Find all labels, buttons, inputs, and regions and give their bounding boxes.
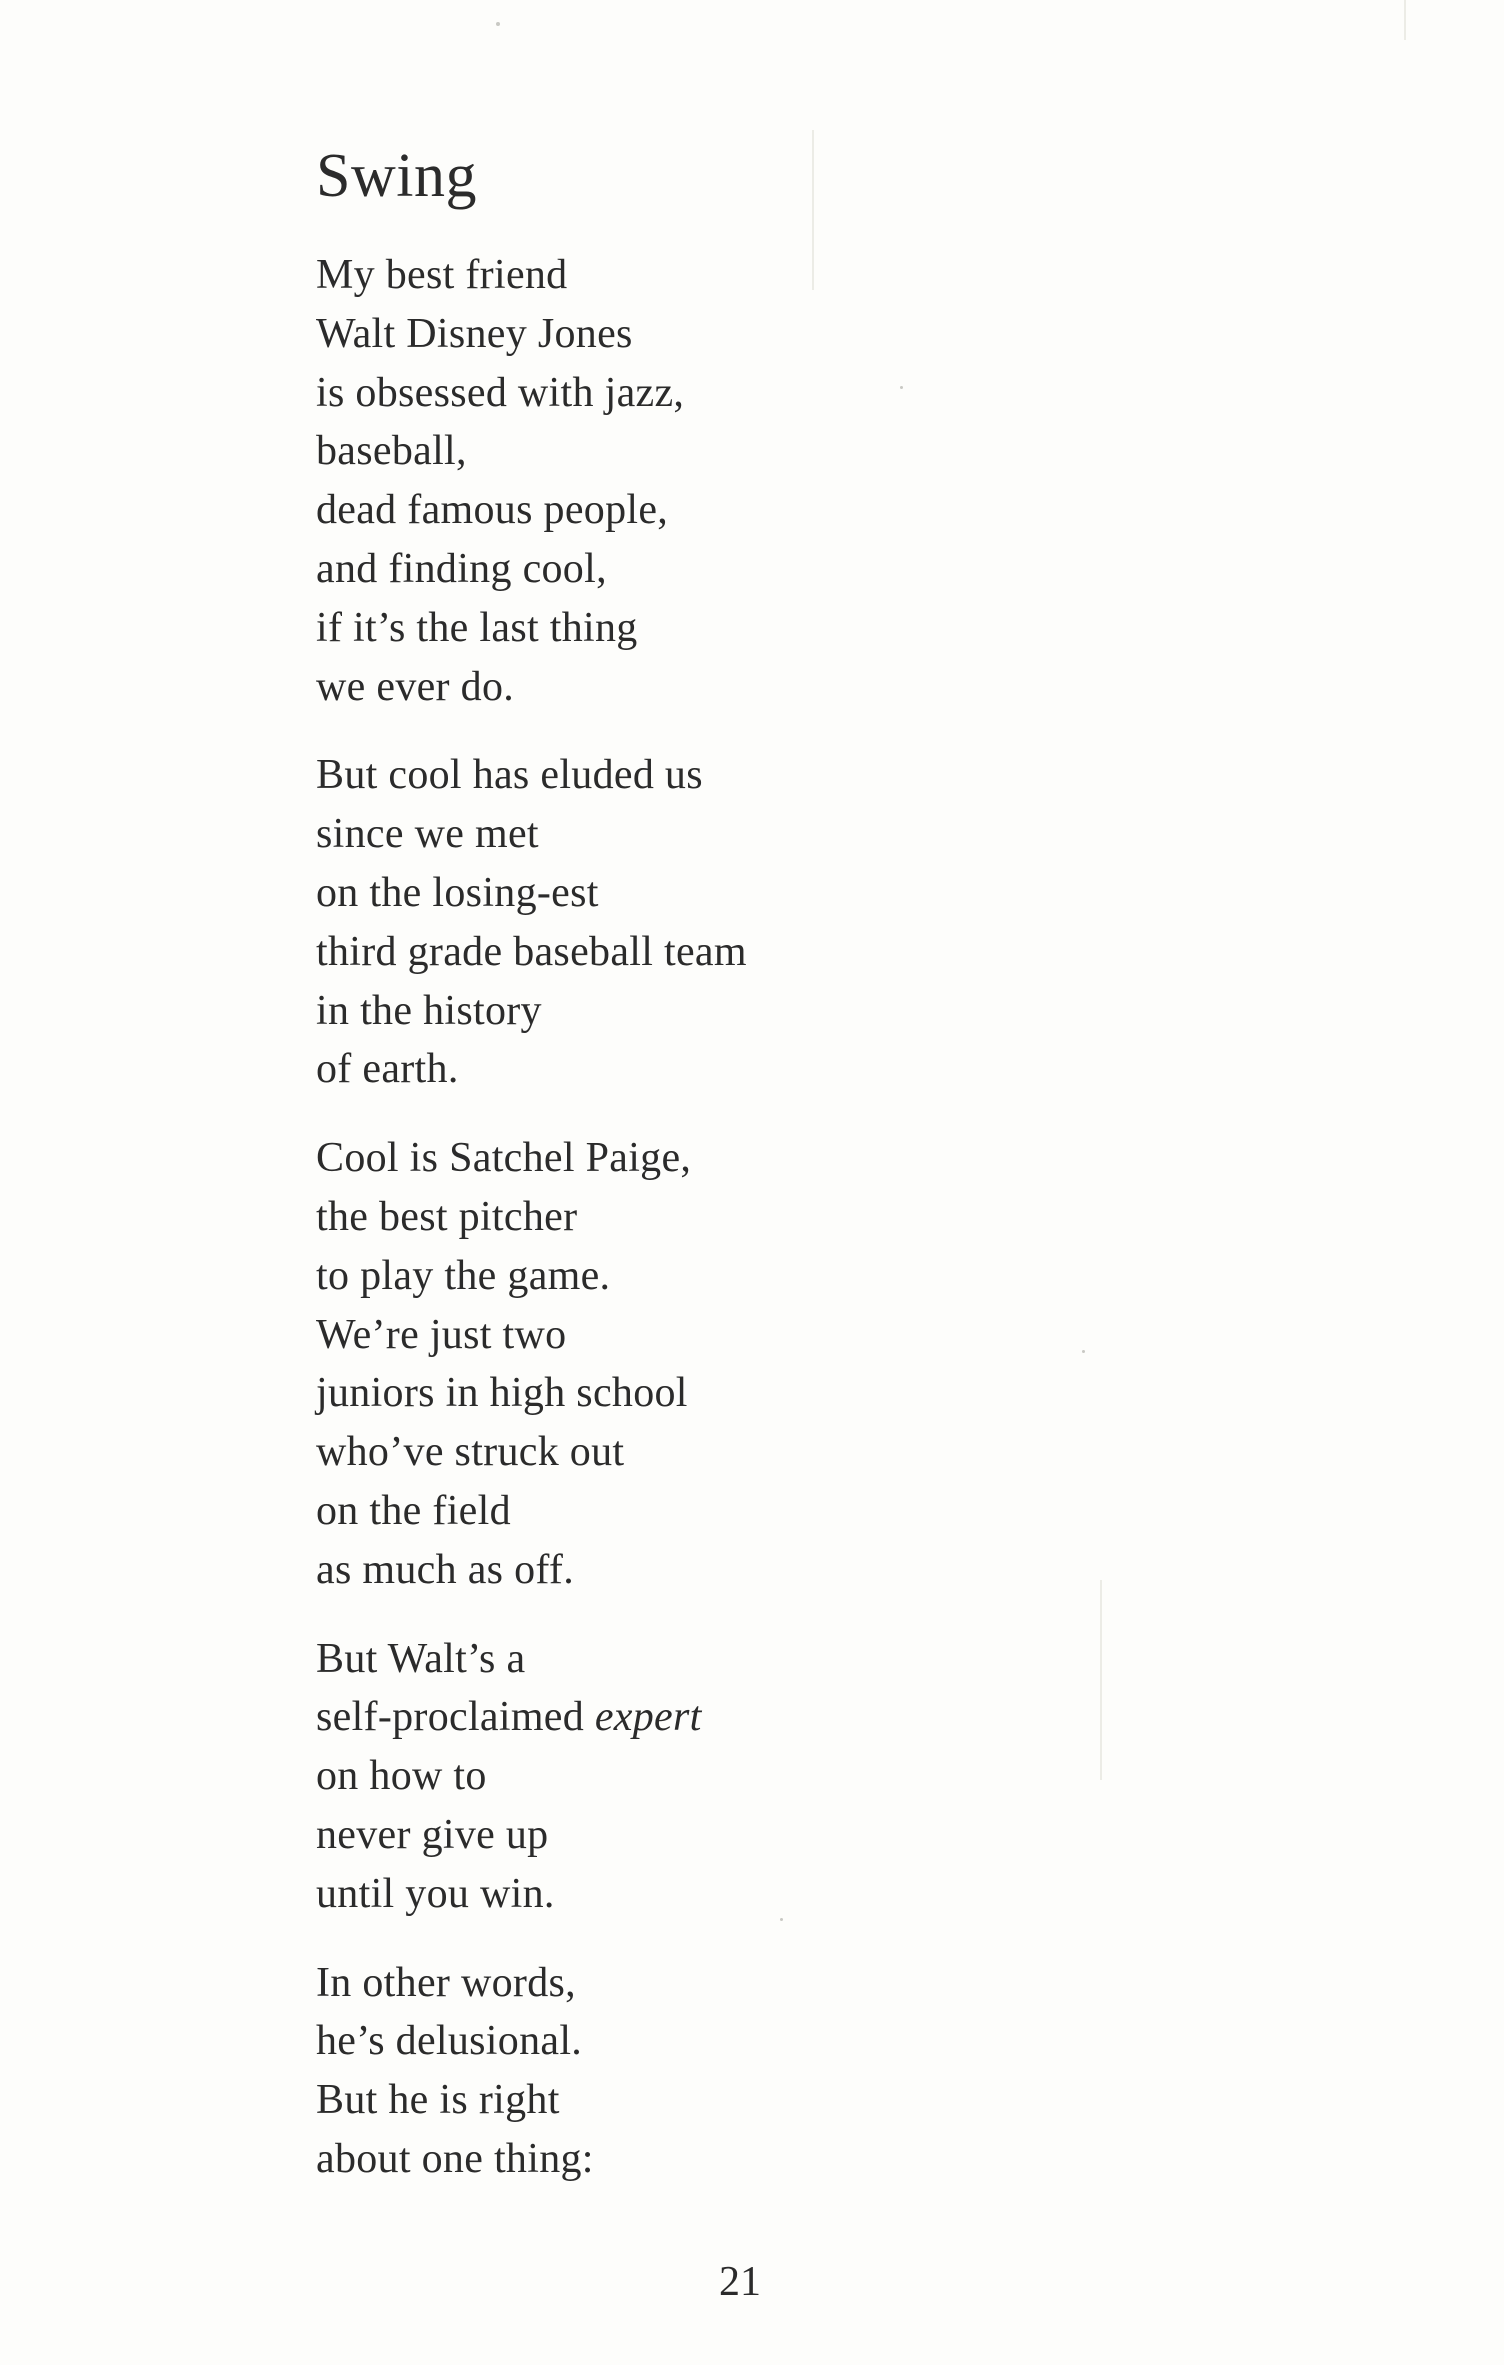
poem-line: Cool is Satchel Paige, <box>316 1135 692 1182</box>
emphasized-word: expert <box>594 1694 702 1741</box>
scan-speck <box>496 22 500 26</box>
stanza-5 <box>316 1954 1216 2189</box>
poem-line: who’ve struck out <box>316 1429 625 1476</box>
poem-line: We’re just two <box>316 1311 567 1358</box>
poem-line: But he is right <box>316 2077 560 2124</box>
scan-speck <box>780 1918 783 1921</box>
poem-line: baseball, <box>316 428 467 475</box>
page-number: 21 <box>719 2259 761 2305</box>
poem-line: if it’s the last thing <box>316 604 638 651</box>
poem-line: about one thing: <box>316 2135 594 2182</box>
poem-line: and finding cool, <box>316 545 607 592</box>
poem-line: Walt Disney Jones <box>316 310 633 357</box>
scan-streak <box>1404 0 1406 40</box>
scan-speck <box>1082 1350 1085 1353</box>
poem-line: third grade baseball team <box>316 928 747 975</box>
poem-line: on how to <box>316 1753 487 1800</box>
poem-line: dead famous people, <box>316 487 669 534</box>
poem-line: the best pitcher <box>316 1193 578 1240</box>
poem-line <box>316 1688 1216 1747</box>
scan-speck <box>900 386 903 389</box>
poem-line: as much as off. <box>316 1546 574 1593</box>
stanza-2 <box>316 746 1216 1099</box>
poem-title: Swing <box>316 142 477 210</box>
poem-line: of earth. <box>316 1046 459 1093</box>
poem-line: juniors in high school <box>316 1370 688 1417</box>
poem-body <box>316 246 1216 2219</box>
poem-line: on the field <box>316 1487 511 1534</box>
poem-line: to play the game. <box>316 1252 611 1299</box>
poem-line: But cool has eluded us <box>316 752 703 799</box>
scan-streak <box>812 130 814 290</box>
poem-line: is obsessed with jazz, <box>316 369 685 416</box>
poem-line: on the losing-est <box>316 869 599 916</box>
poem-line: since we met <box>316 811 539 858</box>
poem-line: My best friend <box>316 252 568 298</box>
poem-line: never give up <box>316 1811 549 1858</box>
poem-line: in the history <box>316 987 542 1034</box>
stanza-3 <box>316 1129 1216 1599</box>
stanza-1 <box>316 246 1216 716</box>
poem-line: In other words, <box>316 1959 576 2006</box>
poem-line: But Walt’s a <box>316 1635 526 1682</box>
poem-line-text: self-proclaimed <box>316 1694 595 1741</box>
scan-streak <box>1100 1580 1102 1780</box>
poem-line: we ever do. <box>316 663 515 710</box>
poem-line: until you win. <box>316 1870 555 1917</box>
poem-line: he’s delusional. <box>316 2018 583 2065</box>
stanza-4 <box>316 1630 1216 1924</box>
